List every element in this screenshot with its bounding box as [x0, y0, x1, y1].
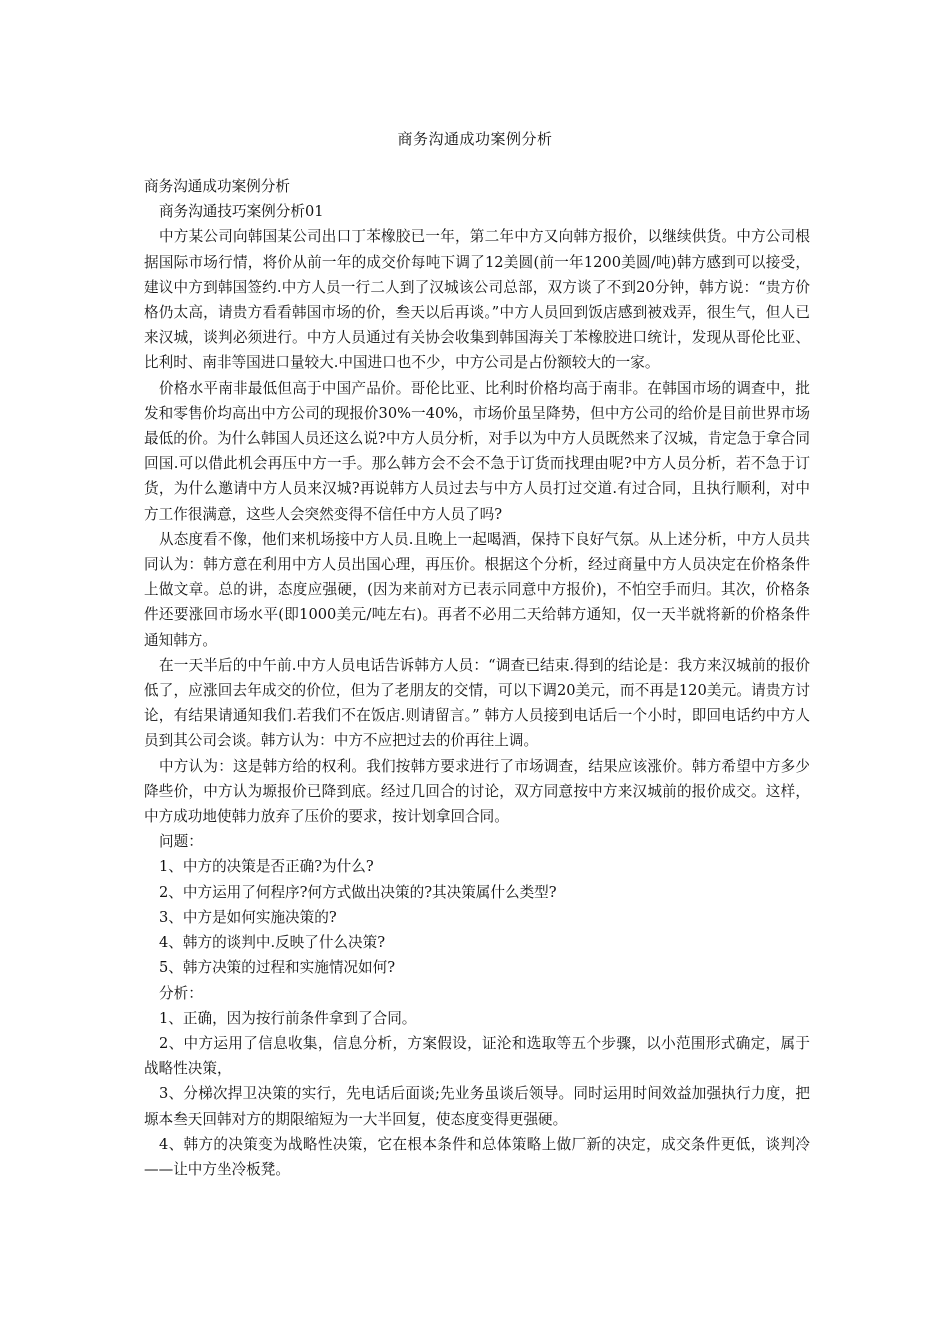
analysis-item: 4、韩方的决策变为战略性决策，它在根本条件和总体策略上做厂新的决定，成交条件更低，谈判冷——让中方坐冷板凳。	[144, 1135, 810, 1178]
paragraph: 中方某公司向韩国某公司出口丁苯橡胶已一年，第二年中方又向韩方报价，以继续供货。中方公司根据国际市场行情，将价从前一年的成交价每吨下调了12美圆(前一年1200美圆/吨)韩方感到可以接受，建议中方到韩国签约.中方人员一行二人到了汉城该公司总部，双方谈了不到20分钟，韩方说：“贵方价格仍太高，请贵方看看韩国市场的价，叁天以后再谈。”中方人员回到饭店感到被戏弄，很生气，但人已来汉城，谈判必须进行。中方人员通过有关协会收集到韩国海关丁苯橡胶进口统计，发现从哥伦比亚、比利时、南非等国进口量较大.中国进口也不少，中方公司是占份额较大的一家。	[144, 228, 810, 372]
analysis-item: 1、正确，因为按行前条件拿到了合同。	[159, 1009, 417, 1027]
analysis-item: 2、中方运用了信息收集，信息分析，方案假设，证沦和选取等五个步骤，以小范围形式确定，属于战略性决策，	[144, 1034, 810, 1078]
question-item: 3、中方是如何实施决策的?	[159, 908, 337, 926]
analysis-heading: 分析：	[159, 984, 203, 1002]
body-heading: 商务沟通成功案例分析	[144, 178, 290, 195]
paragraph: 价格水平南非最低但高于中国产品价。哥伦比亚、比利时价格均高于南非。在韩国市场的调查中，批发和零售价均高出中方公司的现报价30%一40%，市场价虽呈降势，但中方公司的给价是目前世界市场最低的价。为什么韩国人员还这么说?中方人员分析，对手以为中方人员既然来了汉城，肯定急于拿合同回国.可以借此机会再压中方一手。那么韩方会不会不急于订货而找理由呢?中方人员分析，若不急于订货，为什么邀请中方人员来汉城?再说韩方人员过去与中方人员打过交道.有过合同，且执行顺利，对中方工作很满意，这些人会突然变得不信任中方人员了吗?	[144, 379, 810, 523]
question-item: 2、中方运用了何程序?何方式做出决策的?其决策属什么类型?	[159, 883, 557, 901]
document-body	[144, 174, 810, 1182]
case-subtitle: 商务沟通技巧案例分析01	[159, 203, 324, 221]
paragraph: 在一天半后的中午前.中方人员电话告诉韩方人员：“调查已结束.得到的结论是：我方来汉城前的报价低了，应涨回去年成交的价位，但为了老朋友的交情，可以下调20美元，而不再是120美元。请贵方讨论，有结果请通知我们.若我们不在饭店.则请留言。” 韩方人员接到电话后一个小时，即回电话约中方人员到其公司会谈。韩方认为：中方不应把过去的价再往上调。	[144, 656, 810, 750]
question-item: 4、韩方的谈判中.反映了什么决策?	[159, 934, 386, 952]
question-item: 5、韩方决策的过程和实施情况如何?	[159, 959, 396, 977]
paragraph: 从态度看不像，他们来机场接中方人员.且晚上一起喝酒，保持下良好气氛。从上述分析，中方人员共同认为：韩方意在利用中方人员出国心理，再压价。根据这个分析，经过商量中方人员决定在价格条件上做文章。总的讲，态度应强硬，(因为来前对方已表示同意中方报价)，不怕空手而归。其次，价格条件还要涨回市场水平(即1000美元/吨左右)。再者不必用二天给韩方通知，仅一天半就将新的价格条件通知韩方。	[144, 530, 810, 649]
document-title: 商务沟通成功案例分析	[397, 130, 553, 148]
questions-heading: 问题：	[159, 833, 203, 851]
question-item: 1、中方的决策是否正确?为什么?	[159, 858, 374, 876]
analysis-item: 3、分梯次捍卫决策的实行，先电话后面谈;先业务虽谈后领导。同时运用时间效益加强执行力度，把塬本叁天回韩对方的期限缩短为一大半回复，使态度变得更强硬。	[144, 1085, 810, 1128]
paragraph: 中方认为：这是韩方给的权利。我们按韩方要求进行了市场调查，结果应该涨价。韩方希望中方多少降些价，中方认为塬报价已降到底。经过几回合的讨论，双方同意按中方来汉城前的报价成交。这样，中方成功地使韩力放弃了压价的要求，按计划拿回合同。	[144, 757, 810, 826]
